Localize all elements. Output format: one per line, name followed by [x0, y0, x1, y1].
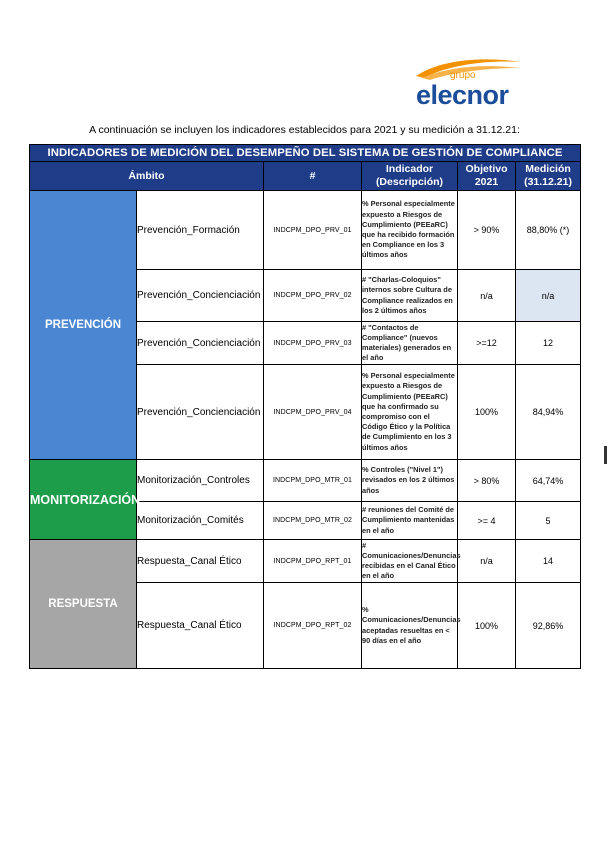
row-name: Monitorización_Comités: [137, 502, 264, 540]
row-name: Prevención_Concienciación: [137, 322, 264, 365]
row-name: Prevención_Concienciación: [137, 270, 264, 322]
row-name: Respuesta_Canal Ético: [137, 583, 264, 669]
row-objetivo: > 80%: [458, 460, 516, 502]
table-row: [30, 460, 581, 502]
section-prevencion: PREVENCIÓN: [30, 191, 137, 460]
row-code: INDCPM_DPO_PRV_03: [264, 322, 362, 365]
logo-name-text: elecnor: [416, 80, 509, 110]
row-code: INDCPM_DPO_PRV_02: [264, 270, 362, 322]
row-code: INDCPM_DPO_MTR_02: [264, 502, 362, 540]
row-objetivo: >= 4: [458, 502, 516, 540]
header-indicador: Indicador (Descripción): [362, 162, 458, 191]
row-description: # "Charlas-Coloquios" internos sobre Cultura de Compliance realizados en los 2 últimos años: [362, 270, 458, 322]
row-medicion: n/a: [516, 270, 581, 322]
row-description: % Controles ("Nivel 1") revisados en los 2 últimos años: [362, 460, 458, 502]
intro-text: A continuación se incluyen los indicadores establecidos para 2021 y su medición a 31.12.21:: [89, 124, 520, 136]
row-medicion: 5: [516, 502, 581, 540]
logo-grupo-text: grupo: [450, 70, 476, 81]
row-description: # Comunicaciones/Denuncias recibidas en el Canal Ético en el año: [362, 540, 458, 583]
row-code: INDCPM_DPO_RPT_01: [264, 540, 362, 583]
row-medicion: 14: [516, 540, 581, 583]
compliance-indicators-table: [29, 144, 581, 669]
row-code: INDCPM_DPO_RPT_02: [264, 583, 362, 669]
table-row: [30, 191, 581, 270]
row-name: Prevención_Concienciación: [137, 365, 264, 460]
header-ambito: Ámbito: [30, 162, 264, 191]
header-medicion: Medición (31.12.21): [516, 162, 581, 191]
row-code: INDCPM_DPO_PRV_04: [264, 365, 362, 460]
row-medicion: 64,74%: [516, 460, 581, 502]
row-objetivo: 100%: [458, 583, 516, 669]
section-monitorizacion: MONITORIZACIÓN: [30, 460, 137, 540]
row-description: % Personal especialmente expuesto a Riesgos de Cumplimiento (PEEaRC) que ha confirmado su compromiso con el Código Ético y la Política de Cumplimiento en los 3 últimos años: [362, 365, 458, 460]
section-respuesta: RESPUESTA: [30, 540, 137, 669]
scroll-marker: [604, 446, 607, 464]
row-name: Monitorización_Controles: [137, 460, 264, 502]
row-code: INDCPM_DPO_PRV_01: [264, 191, 362, 270]
header-code: #: [264, 162, 362, 191]
row-objetivo: >=12: [458, 322, 516, 365]
row-name: Respuesta_Canal Ético: [137, 540, 264, 583]
row-description: % Comunicaciones/Denuncias aceptadas resueltas en < 90 días en el año: [362, 583, 458, 669]
header-objetivo: Objetivo 2021: [458, 162, 516, 191]
row-name: Prevención_Formación: [137, 191, 264, 270]
row-objetivo: n/a: [458, 270, 516, 322]
row-objetivo: > 90%: [458, 191, 516, 270]
table-title: INDICADORES DE MEDICIÓN DEL DESEMPEÑO DEL SISTEMA DE GESTIÓN DE COMPLIANCE: [30, 145, 581, 162]
row-description: % Personal especialmente expuesto a Riesgos de Cumplimiento (PEEaRC) que ha recibido formación en Compliance en los 3 últimos años: [362, 191, 458, 270]
row-objetivo: n/a: [458, 540, 516, 583]
row-medicion: 12: [516, 322, 581, 365]
elecnor-logo: [410, 56, 530, 108]
row-medicion: 84,94%: [516, 365, 581, 460]
row-medicion: 88,80% (*): [516, 191, 581, 270]
row-objetivo: 100%: [458, 365, 516, 460]
table-row: [30, 540, 581, 583]
row-medicion: 92,86%: [516, 583, 581, 669]
row-description: # "Contactos de Compliance" (nuevos materiales) generados en el año: [362, 322, 458, 365]
row-description: # reuniones del Comité de Cumplimiento mantenidas en el año: [362, 502, 458, 540]
row-code: INDCPM_DPO_MTR_01: [264, 460, 362, 502]
